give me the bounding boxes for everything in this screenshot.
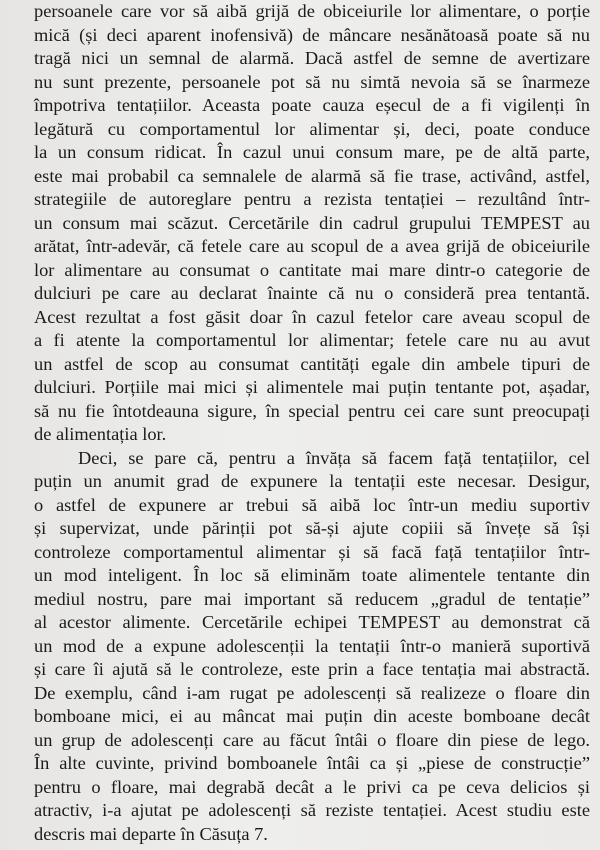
paragraph: [34, 447, 590, 847]
text-line: o astfel de expunere ar trebui să aibă loc într-un mediu suportiv: [34, 494, 590, 515]
text-line: un mod inteligent. În loc să eliminăm toate alimentele tentante din: [34, 565, 590, 585]
paragraph: [34, 0, 590, 447]
text-line: puțin un anumit grad de expunere la tentații este necesar. Desigur,: [34, 471, 590, 491]
text-line: De exemplu, când i-am rugat pe adolescenți să realizeze o floare din: [34, 682, 590, 703]
text-line: un mod de a expune adolescenții la tentații într-o manieră suportivă: [34, 635, 590, 656]
text-line: și care îi ajută să le controleze, este prin a face tentația mai abstractă.: [34, 659, 590, 679]
text-line: legătură cu comportamentul lor alimentar și, deci, poate conduce: [34, 118, 590, 139]
text-line: controleze comportamentul alimentar și să facă față tentațiilor într-: [34, 541, 590, 562]
text-line: tragă nici un semnal de alarmă. Dacă astfel de semne de avertizare: [34, 48, 590, 68]
text-line: Acest rezultat a fost găsit doar în cazul fetelor care aveau scopul de: [34, 306, 590, 327]
text-line: dulciuri. Porțiile mai mici și alimentele mai puțin tentante pot, așadar,: [34, 377, 590, 397]
text-line: pentru o floare, mai degrabă decât a le privi ca pe ceva delicios și: [34, 776, 590, 797]
text-line: bomboane mici, ei au mâncat mai puțin din aceste bomboane decât: [34, 706, 590, 726]
text-line: mică (și deci aparent inofensivă) de mâncare nesănătoasă poate să nu: [34, 24, 590, 45]
text-line: arătat, într-adevăr, că fetele care au scopul de a avea grijă de obiceiurile: [34, 236, 590, 256]
text-line: un consum mai scăzut. Cercetările din cadrul grupului TEMPEST au: [34, 212, 590, 233]
text-line: al acestor alimente. Cercetările echipei TEMPEST au demonstrat că: [34, 612, 590, 632]
body-text: [34, 0, 590, 846]
text-line: un astfel de scop au consumat cantități egale din ambele tipuri de: [34, 353, 590, 374]
text-line: să nu fie întotdeauna sigure, în special pentru cei care sunt preocupați: [34, 400, 590, 421]
text-line: În alte cuvinte, privind bomboanele întâi ca și „piese de construcție”: [34, 753, 590, 773]
text-line: nu sunt prezente, persoanele pot să nu simtă nevoia să se înarmeze: [34, 71, 590, 92]
text-line: Deci, se pare că, pentru a învăța să facem față tentațiilor, cel: [78, 447, 590, 468]
text-line: un grup de adolescenți care au făcut întâi o floare din piese de lego.: [34, 729, 590, 750]
text-line: lor alimentare au consumat o cantitate mai mare dintr-o categorie de: [34, 259, 590, 280]
text-line: și supervizat, unde părinții pot să-și ajute copiii să învețe să își: [34, 518, 590, 538]
text-line: la un consum ridicat. În cazul unui consum mare, pe de altă parte,: [34, 142, 590, 162]
text-line: descris mai departe în Căsuța 7.: [34, 823, 268, 844]
text-line: mediul nostru, pare mai important să reducem „gradul de tentație”: [34, 588, 590, 609]
text-line: împotriva tentațiilor. Aceasta poate cauza eșecul de a fi vigilenți în: [34, 95, 590, 115]
text-line: atractiv, i-a ajutat pe adolescenți să reziste tentației. Acest studiu este: [34, 800, 590, 820]
text-line: de alimentația lor.: [34, 424, 167, 444]
text-line: persoanele care vor să aibă grijă de obiceiurile lor alimentare, o porție: [34, 1, 590, 21]
text-line: strategiile de autoreglare pentru a rezista tentației – rezultând într-: [34, 189, 590, 209]
text-line: a fi atente la comportamentul lor alimentar; fetele care nu au avut: [34, 330, 590, 350]
text-line: este mai probabil ca semnalele de alarmă să fie trase, activând, astfel,: [34, 165, 590, 186]
text-line: dulciuri pe care au declarat înainte că nu o consideră prea tentantă.: [34, 283, 590, 303]
